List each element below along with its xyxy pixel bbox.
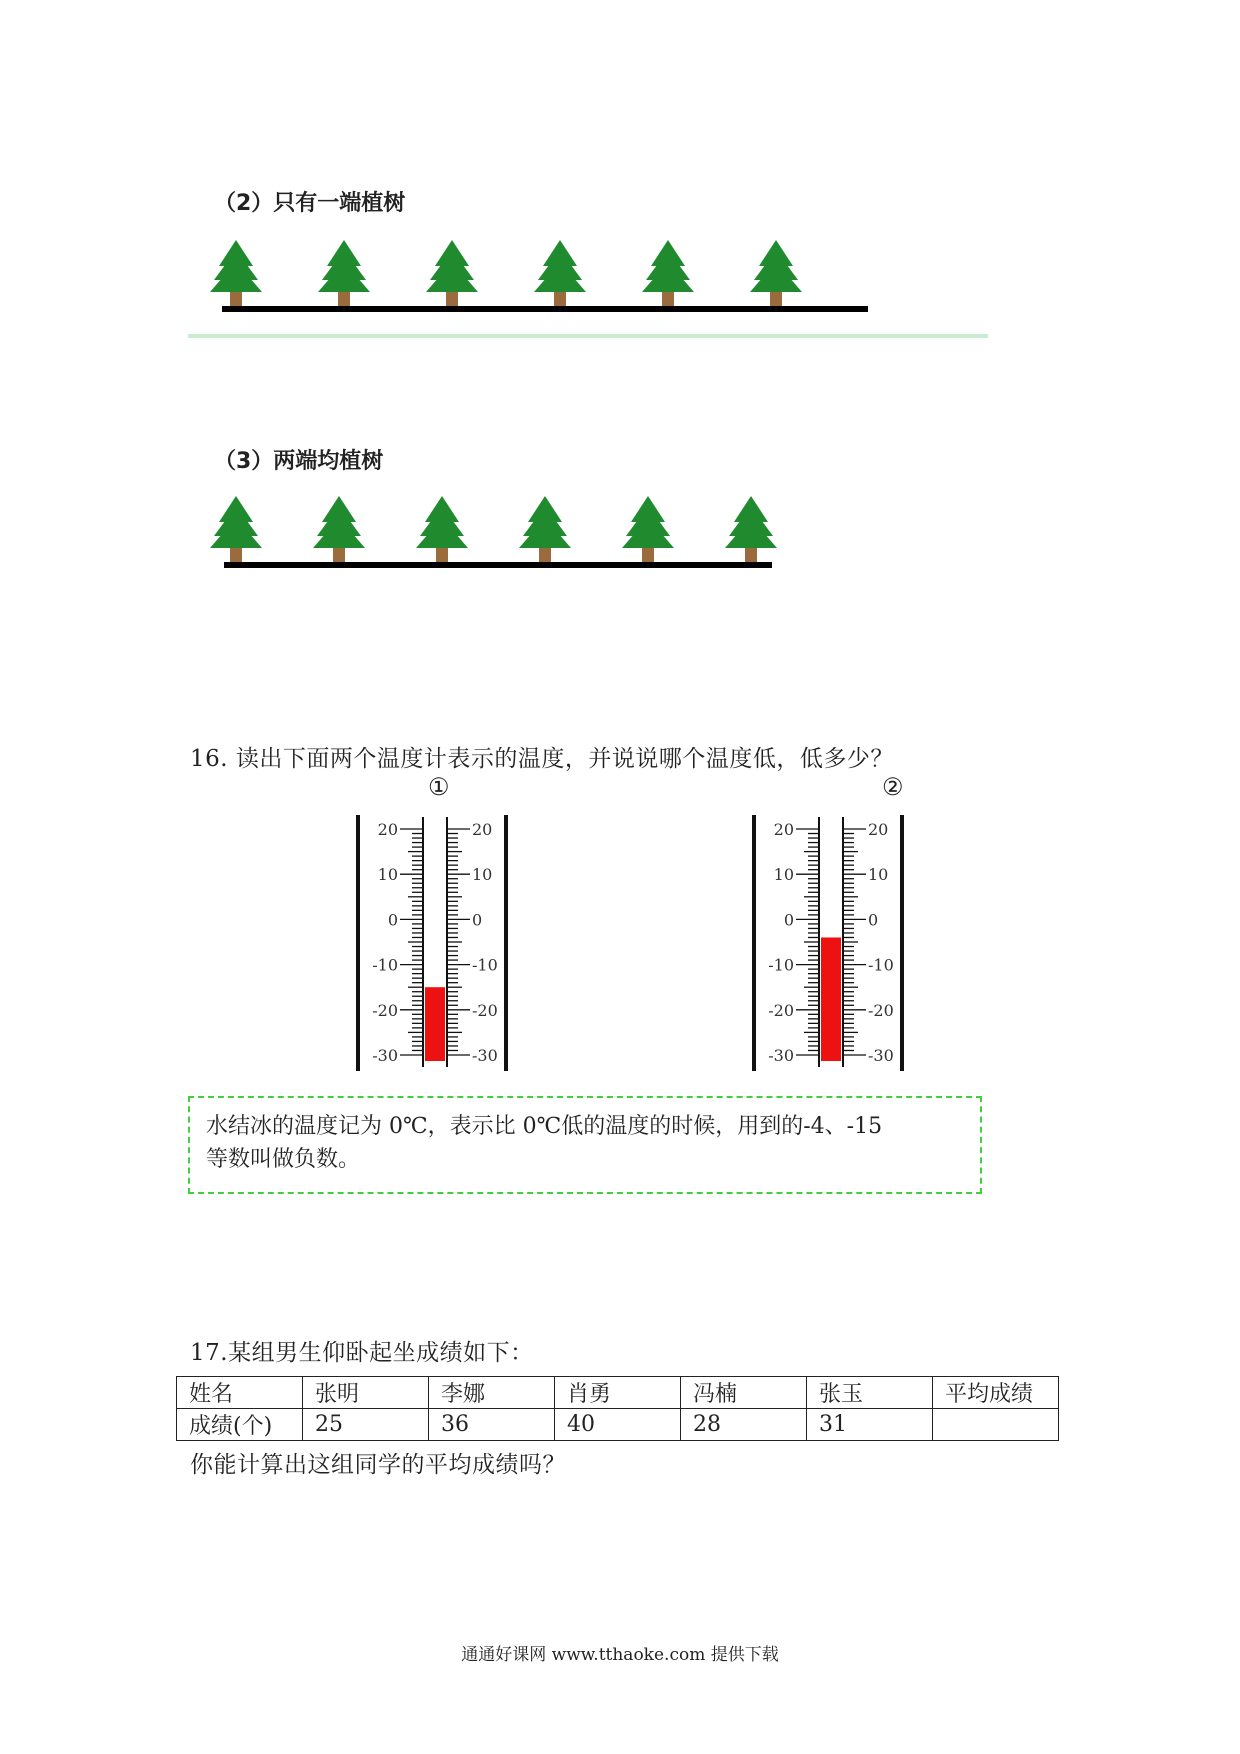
tick-label: 10 [868,865,889,885]
table-cell: 李娜 [429,1377,555,1409]
table-cell: 36 [429,1409,555,1441]
note-line-2: 等数叫做负数。 [206,1147,361,1172]
section3-heading: （3）两端均植树 [214,449,384,474]
tree-icon [725,496,777,564]
thermometer-1-label: ① [428,773,450,801]
tree-icon [750,240,802,308]
tick-label: -30 [472,1046,498,1065]
tree-icon [519,496,571,564]
tick-label: -30 [372,1046,398,1065]
tick-label: 20 [377,820,398,839]
tick-label: -30 [868,1046,894,1065]
average-answer-cell[interactable] [933,1409,1059,1441]
tick-label: 20 [773,820,794,839]
q16-text: 16. 读出下面两个温度计表示的温度，并说说哪个温度低，低多少？ [190,746,894,772]
separator-line [188,334,988,338]
tick-label: 20 [472,820,493,839]
negative-number-note [188,1096,982,1194]
tick-label: -10 [768,955,794,975]
tick-label: -10 [372,955,398,975]
tick-label: -20 [768,1000,794,1020]
tick-label: 0 [868,910,879,930]
table-row [177,1409,1059,1441]
table-cell: 40 [555,1409,681,1441]
note-line-1: 水结冰的温度记为 0℃，表示比 0℃低的温度的时候，用到的-4、-15 [206,1114,883,1139]
tree-icon [642,240,694,308]
tree-icon [210,240,262,308]
tree-icon [318,240,370,308]
tick-label: 20 [868,820,889,839]
tick-label: 10 [377,865,398,885]
table-cell: 28 [681,1409,807,1441]
table-cell: 成绩(个) [177,1409,303,1441]
table-cell: 25 [303,1409,429,1441]
q17-text: 17.某组男生仰卧起坐成绩如下： [190,1340,534,1366]
tick-label: 0 [472,910,483,930]
thermometer-2-label: ② [882,773,904,801]
tick-label: -20 [372,1000,398,1020]
tick-label: -30 [768,1046,794,1065]
tree-icon [534,240,586,308]
table-cell: 肖勇 [555,1377,681,1409]
tree-row-both-ends [200,496,800,572]
tree-icon [416,496,468,564]
table-cell: 张明 [303,1377,429,1409]
thermometer-frame-right [504,815,508,1071]
tree-icon [622,496,674,564]
table-cell: 冯楠 [681,1377,807,1409]
tick-label: 0 [783,910,794,930]
tree-row-one-end [200,240,880,316]
mercury-column [425,987,445,1061]
q17-question: 你能计算出这组同学的平均成绩吗？ [190,1452,566,1478]
thermometer-2 [746,815,916,1075]
table-cell: 张玉 [807,1377,933,1409]
ground-line [224,562,772,568]
tick-label: 0 [387,910,398,930]
tick-label: 10 [472,865,493,885]
tick-label: -10 [472,955,498,975]
tree-icon [426,240,478,308]
thermometer-1 [350,815,520,1075]
mercury-column [821,937,841,1061]
footer-source: 通通好课网 www.tthaoke.com 提供下载 [461,1645,779,1665]
tick-label: -20 [472,1000,498,1020]
tree-icon [313,496,365,564]
table-cell: 平均成绩 [933,1377,1059,1409]
tick-label: 10 [773,865,794,885]
thermometer-frame-left [752,815,756,1071]
table-cell: 31 [807,1409,933,1441]
table-cell: 姓名 [177,1377,303,1409]
section2-heading: （2）只有一端植树 [214,191,406,216]
tick-label: -10 [868,955,894,975]
score-table [176,1376,1059,1441]
tree-icon [210,496,262,564]
tick-label: -20 [868,1000,894,1020]
thermometer-frame-right [900,815,904,1071]
ground-line [222,306,868,312]
table-header-row [177,1377,1059,1409]
thermometer-frame-left [356,815,360,1071]
